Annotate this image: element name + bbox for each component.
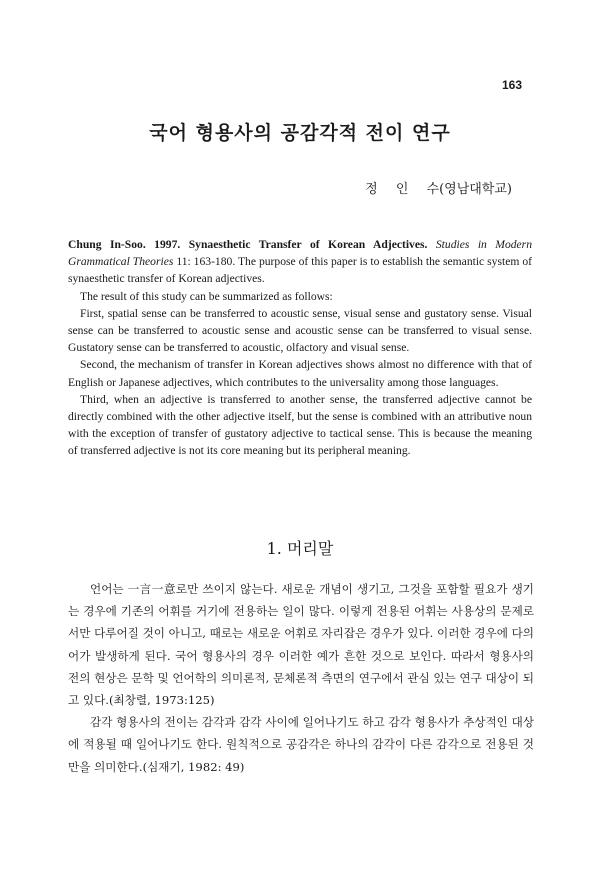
body-paragraph: 언어는 一言一意로만 쓰이지 않는다. 새로운 개념이 생기고, 그것을 포함할 필요가 생기는 경우에 기존의 어휘를 거기에 전용하는 일이 많다. 이렇게 전용된 어휘는 사용상의 문제로서만 다루어질 것이 아니고, 때로는 새로운 어휘로 자리잡은 경우가 있다. 이러한 경우에 다의어가 발생하게 된다. 국어 형용사의 경우 이러한 예가 흔한 것으로 보인다. 따라서 형용사의 전의 현상은 문학 및 언어학의 의미론적, 문체론적 측면의 연구에서 관심 있는 연구 대상이 되고 있다.(최창렬, 1973:125) bbox=[68, 582, 534, 708]
abstract-paragraph: First, spatial sense can be transferred to acoustic sense, visual sense and gustatory sense. Visual sense can be transferred to acoustic sense and acoustic sense can be transferred to visual sense. Gustatory sense can be transferred to acoustic, olfactory and visual sense. bbox=[68, 306, 532, 355]
abstract-paragraph: Second, the mechanism of transfer in Korean adjectives shows almost no difference with that of English or Japanese adjectives, which contributes to the universality among those languages. bbox=[68, 358, 532, 389]
page-number: 163 bbox=[501, 78, 522, 92]
journal-name: Studies in Modern Grammatical Theories bbox=[68, 238, 532, 269]
abstract-purpose: 11: 163-180. The purpose of this paper is to establish the semantic system of synaesthetic transfer of Korean adjectives. bbox=[68, 255, 532, 286]
abstract bbox=[68, 236, 532, 460]
body-text bbox=[68, 578, 534, 778]
abstract-paragraph: Third, when an adjective is transferred to another sense, the transferred adjective cannot be directly combined with the other adjective itself, but the sense is combined with an attributive noun with the exception of transfer of gustatory adjective to tactical sense. This is because the meaning of transferred adjective is not its core meaning but its peripheral meaning. bbox=[68, 392, 532, 458]
author-affiliation: 정 인 수(영남대학교) bbox=[365, 182, 512, 197]
author-citation: Chung In-Soo. 1997. Synaesthetic Transfer of Korean Adjectives. bbox=[68, 238, 428, 251]
section-heading: 1. 머리말 bbox=[266, 539, 334, 558]
abstract-paragraph: The result of this study can be summarized as follows: bbox=[80, 289, 333, 303]
paper-title: 국어 형용사의 공감각적 전이 연구 bbox=[149, 122, 451, 144]
abstract-citation bbox=[68, 236, 532, 288]
body-paragraph: 감각 형용사의 전이는 감각과 감각 사이에 일어나기도 하고 감각 형용사가 추상적인 대상에 적용될 때 일어나기도 한다. 원칙적으로 공감각은 하나의 감각이 다른 감각으로 전용된 것만을 의미한다.(심재기, 1982: 49) bbox=[68, 715, 534, 774]
